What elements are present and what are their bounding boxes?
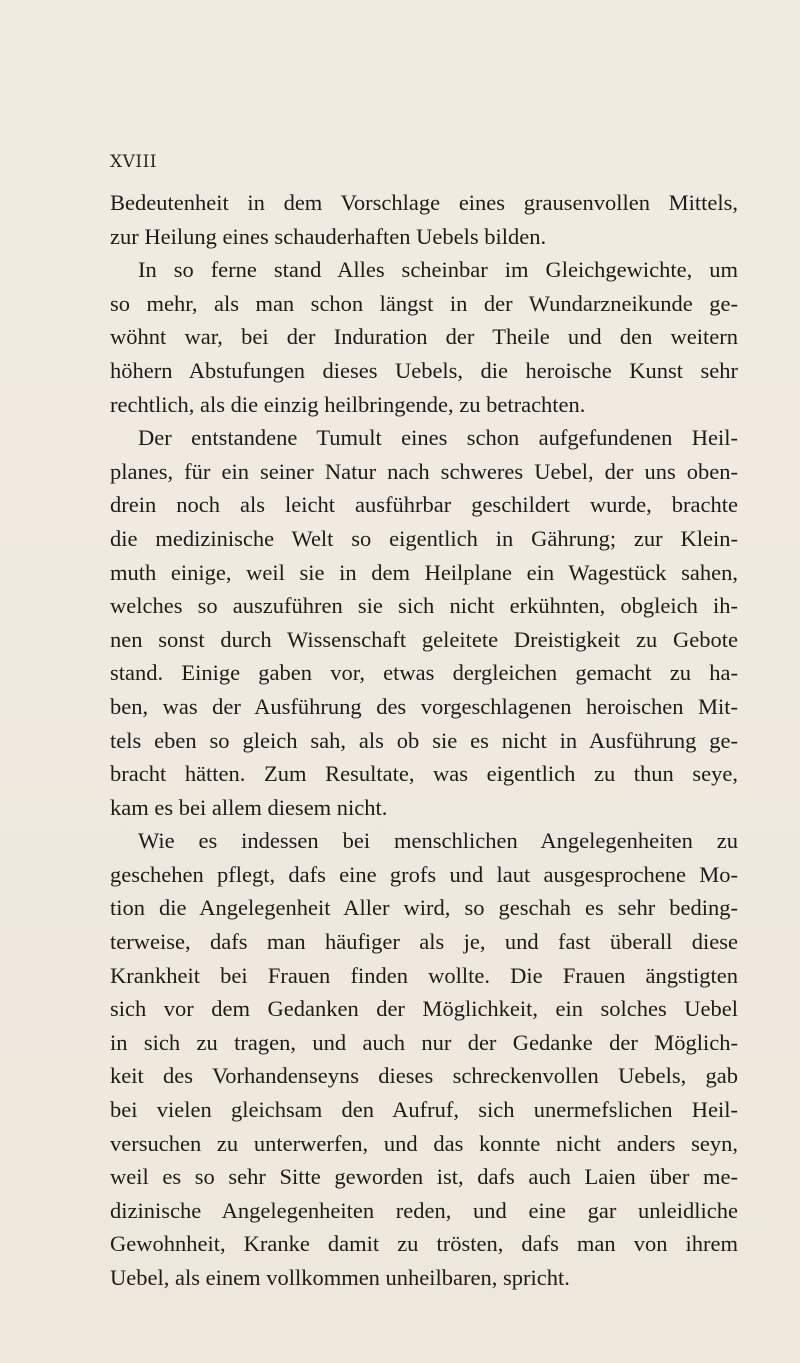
text-line: die medizinische Welt so eigentlich in Gährung; zur Klein- [110,525,738,551]
text-line: höhern Abstufungen dieses Uebels, die heroische Kunst sehr [110,357,738,383]
text-line: wöhnt war, bei der Induration der Theile und den weitern [110,324,738,350]
text-line: weil es so sehr Sitte geworden ist, dafs auch Laien über me- [110,1164,738,1190]
text-line: terweise, dafs man häufiger als je, und fast überall diese [110,929,738,955]
text-line: Gewohnheit, Kranke damit zu trösten, dafs man von ihrem [110,1231,738,1257]
text-line: bracht hätten. Zum Resultate, was eigentlich zu thun seye, [110,761,738,787]
text-line: keit des Vorhandenseyns dieses schreckenvollen Uebels, gab [110,1063,738,1089]
text-line: kam es bei allem diesem nicht. [110,794,388,820]
text-line: Wie es indessen bei menschlichen Angelegenheiten zu [138,828,738,854]
text-line: zur Heilung eines schauderhaften Uebels bilden. [110,223,547,249]
text-line: geschehen pflegt, dafs eine grofs und laut ausgesprochene Mo- [110,861,738,887]
text-line: In so ferne stand Alles scheinbar im Gleichgewichte, um [138,257,738,283]
text-line: drein noch als leicht ausführbar geschildert wurde, brachte [110,492,738,518]
text-line: ben, was der Ausführung des vorgeschlagenen heroischen Mit- [110,693,738,719]
text-line: nen sonst durch Wissenschaft geleitete Dreistigkeit zu Gebote [110,626,738,652]
text-line: stand. Einige gaben vor, etwas dergleichen gemacht zu ha- [110,660,738,686]
text-line: tion die Angelegenheit Aller wird, so geschah es sehr beding- [110,895,738,921]
text-line: welches so auszuführen sie sich nicht erkühnten, obgleich ih- [110,593,738,619]
text-line: Der entstandene Tumult eines schon aufgefundenen Heil- [138,425,738,451]
text-line: muth einige, weil sie in dem Heilplane ein Wagestück sahen, [110,559,738,585]
text-line: planes, für ein seiner Natur nach schweres Uebel, der uns oben- [110,458,738,484]
text-line: tels eben so gleich sah, als ob sie es nicht in Ausführung ge- [110,727,738,753]
page-number: XVIII [110,152,158,172]
text-line: in sich zu tragen, und auch nur der Gedanke der Möglich- [110,1029,738,1055]
text-line: sich vor dem Gedanken der Möglichkeit, ein solches Uebel [110,996,738,1022]
text-line: Uebel, als einem vollkommen unheilbaren, spricht. [110,1265,570,1290]
text-line: bei vielen gleichsam den Aufruf, sich unermefslichen Heil- [110,1097,738,1123]
text-line: dizinische Angelegenheiten reden, und eine gar unleidliche [110,1197,738,1223]
text-line: rechtlich, als die einzig heilbringende, zu betrachten. [110,391,586,417]
body-text [110,186,738,1295]
text-line: versuchen zu unterwerfen, und das konnte nicht anders seyn, [110,1130,738,1156]
text-line: Bedeutenheit in dem Vorschlage eines grausenvollen Mittels, [110,190,738,215]
text-line: Krankheit bei Frauen finden wollte. Die Frauen ängstigten [110,962,738,988]
text-line: so mehr, als man schon längst in der Wundarzneikunde ge- [110,290,738,316]
